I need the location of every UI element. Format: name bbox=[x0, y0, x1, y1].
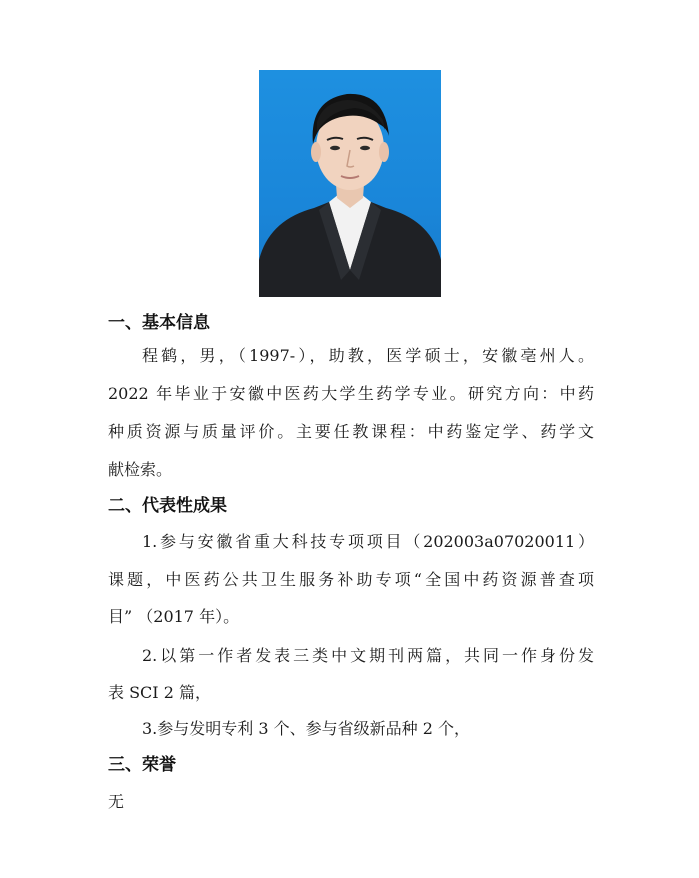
portrait-photo bbox=[259, 70, 441, 297]
section-heading-honors: 三、荣誉 bbox=[108, 755, 176, 775]
honors-content: 无 bbox=[108, 792, 125, 811]
achievement-item-line: 表 SCI 2 篇， bbox=[108, 683, 211, 702]
achievement-item-line: 3.参与发明专利 3 个、参与省级新品种 2 个， bbox=[142, 719, 470, 738]
basic-info-line: 程鹤，男，（1997-），助教，医学硕士，安徽亳州人。 bbox=[142, 346, 594, 365]
achievement-item-line: 目” （2017 年）。 bbox=[108, 607, 240, 626]
achievement-item-line: 1.参与安徽省重大科技专项项目（202003a07020011） bbox=[142, 532, 594, 551]
basic-info-line: 种质资源与质量评价。主要任教课程：中药鉴定学、药学文 bbox=[108, 422, 594, 441]
basic-info-line: 献检索。 bbox=[108, 460, 173, 479]
section-heading-achievements: 二、代表性成果 bbox=[108, 496, 227, 516]
achievement-item-line: 2.以第一作者发表三类中文期刊两篇，共同一作身份发 bbox=[142, 646, 594, 665]
basic-info-line: 2022 年毕业于安徽中医药大学生药学专业。研究方向：中药 bbox=[108, 384, 594, 403]
achievement-item-line: 课题，中医药公共卫生服务补助专项“全国中药资源普查项 bbox=[108, 570, 594, 589]
section-heading-basic-info: 一、基本信息 bbox=[108, 313, 210, 333]
